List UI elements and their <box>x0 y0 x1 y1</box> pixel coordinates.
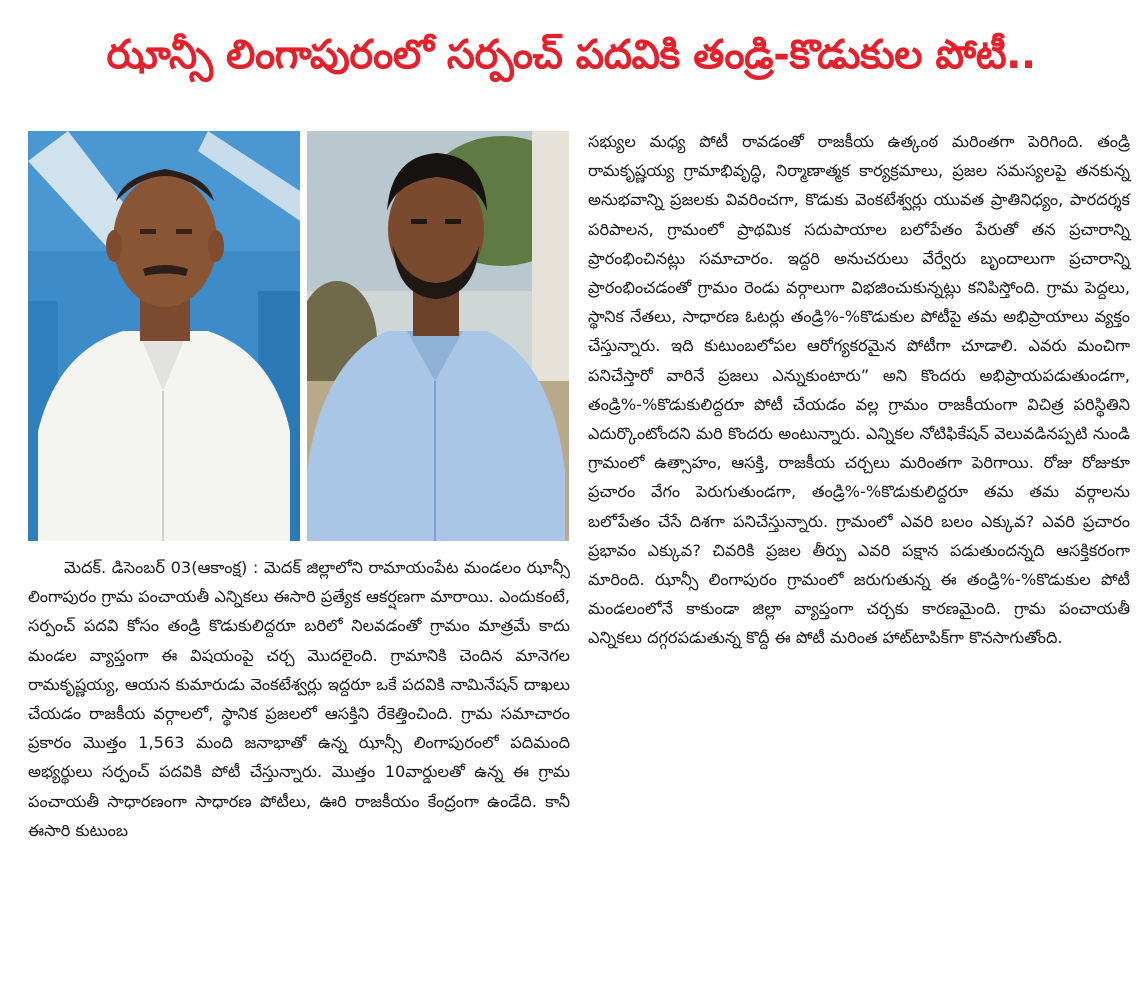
father-portrait-icon <box>28 131 300 541</box>
son-photo <box>307 131 569 541</box>
son-portrait-icon <box>307 131 569 541</box>
article-text-left: మెదక్‌. డిసెంబర్‌ 03(ఆకాంక్ష) : మెదక్ జిల్లాలోని రామాయంపేట మండలం ఝాన్సీ లింగాపురం గ్రామ పంచాయతీ ఎన్నికలు ఈసారి ప్రత్యేక ఆకర్షణగా మారాయి. ఎందుకంటే, సర్పంచ్‌ పదవి కోసం తండ్రి కొడుకులిద్దరూ బరిలో నిలవడంతో గ్రామం మాత్రమే కాదు మండల వ్యాప్తంగా ఈ విషయంపై చర్చ మొదలైంది. గ్రామానికి చెందిన మానెగల రామకృష్ణయ్య, ఆయన కుమారుడు వెంకటేశ్వర్లు ఇద్దరూ ఒకే పదవికి నామినేషన్‌ దాఖలు చేయడం రాజకీయ వర్గాలలో, స్థానిక ప్రజలలో ఆసక్తిని రేకెత్తించింది. గ్రామ సమాచారం ప్రకారం మొత్తం 1,563 మంది జనాభాతో ఉన్న ఝాన్సీ లింగాపురంలో పదిమంది అభ్యర్థులు సర్పంచ్‌ పదవికి పోటీ చేస్తున్నారు. మొత్తం 10వార్డులతో ఉన్న ఈ గ్రామ పంచాయతీ సాధారణంగా సాధారణ పోటీలు, ఊరి రాజకీయం కేంద్రంగా ఉండేది. కానీ ఈసారి కుటుంబ <box>28 558 570 840</box>
article-column-right <box>588 127 1130 653</box>
headline: ఝాన్సీ లింగాపురంలో సర్పంచ్ పదవికి తండ్రి-కొడుకుల పోటీ.. <box>106 32 1036 78</box>
father-photo <box>28 131 300 541</box>
article-column-left <box>28 553 570 845</box>
photo-pair <box>28 131 569 541</box>
article-text-right: సభ్యుల మధ్య పోటీ రావడంతో రాజకీయ ఉత్కంఠ మరింతగా పెరిగింది. తండ్రి రామకృష్ణయ్య గ్రామాభివృద్ధి, నిర్మాణాత్మక కార్యక్రమాలు, ప్రజల సమస్యలపై తనకున్న అనుభవాన్ని ప్రజలకు వివరించగా, కొడుకు వెంకటేశ్వర్లు యువత ప్రాతినిధ్యం, పారదర్శక పరిపాలన, గ్రామంలో ప్రాథమిక సదుపాయాల బలోపేతం పేరుతో తన ప్రచారాన్ని ప్రారంభించినట్లు సమాచారం. ఇద్దరి అనుచరులు వేర్వేరు బృందాలుగా ప్రచారాన్ని ప్రారంభించడంతో గ్రామం రెండు వర్గాలుగా విభజించుకున్నట్లు కనిపిస్తోంది. గ్రామ పెద్దలు, స్థానిక నేతలు, సాధారణ ఓటర్లు తండ్రి%-%కొడుకుల పోటీపై తమ అభిప్రాయాలు వ్యక్తం చేస్తున్నారు. ఇది కుటుంబలోపల ఆరోగ్యకరమైన పోటీగా చూడాలి. ఎవరు మంచిగా పనిచేస్తారో వారినే ప్రజలు ఎన్నుకుంటారు” అని కొందరు అభిప్రాయపడుతుండగా, తండ్రి%-%కొడుకులిద్దరూ పోటీ చేయడం వల్ల గ్రామం రాజకీయంగా విచిత్ర పరిస్థితిని ఎదుర్కొంటోందని మరి కొందరు అంటున్నారు. ఎన్నికల నోటిఫికేషన్‌ వెలువడినప్పటి నుండి గ్రామంలో ఉత్సాహం, ఆసక్తి, రాజకీయ చర్చలు మరింతగా పెరిగాయి. రోజు రోజుకూ ప్రచారం వేగం పెరుగుతుండగా, తండ్రి%-%కొడుకులిద్దరూ తమ తమ వర్గాలను బలోపేతం చేసే దిశగా పనిచేస్తున్నారు. గ్రామంలో ఎవరి బలం ఎక్కువ? ఎవరి ప్రచారం ప్రభావం ఎక్కువ? చివరికి ప్రజల తీర్పు ఎవరి పక్షాన పడుతుందన్నది ఆసక్తికరంగా మారింది. ఝాన్సీ లింగాపురం గ్రామంలో జరుగుతున్న ఈ తండ్రి%-%కొడుకుల పోటీ మండలంలోనే కాకుండా జిల్లా వ్యాప్తంగా చర్చకు కారణమైంది. గ్రామ పంచాయతీ ఎన్నికలు దగ్గరపడుతున్న కొద్దీ ఈ పోటీ మరింత హాట్‌టాపిక్‌గా కొనసాగుతోంది. <box>588 132 1130 648</box>
